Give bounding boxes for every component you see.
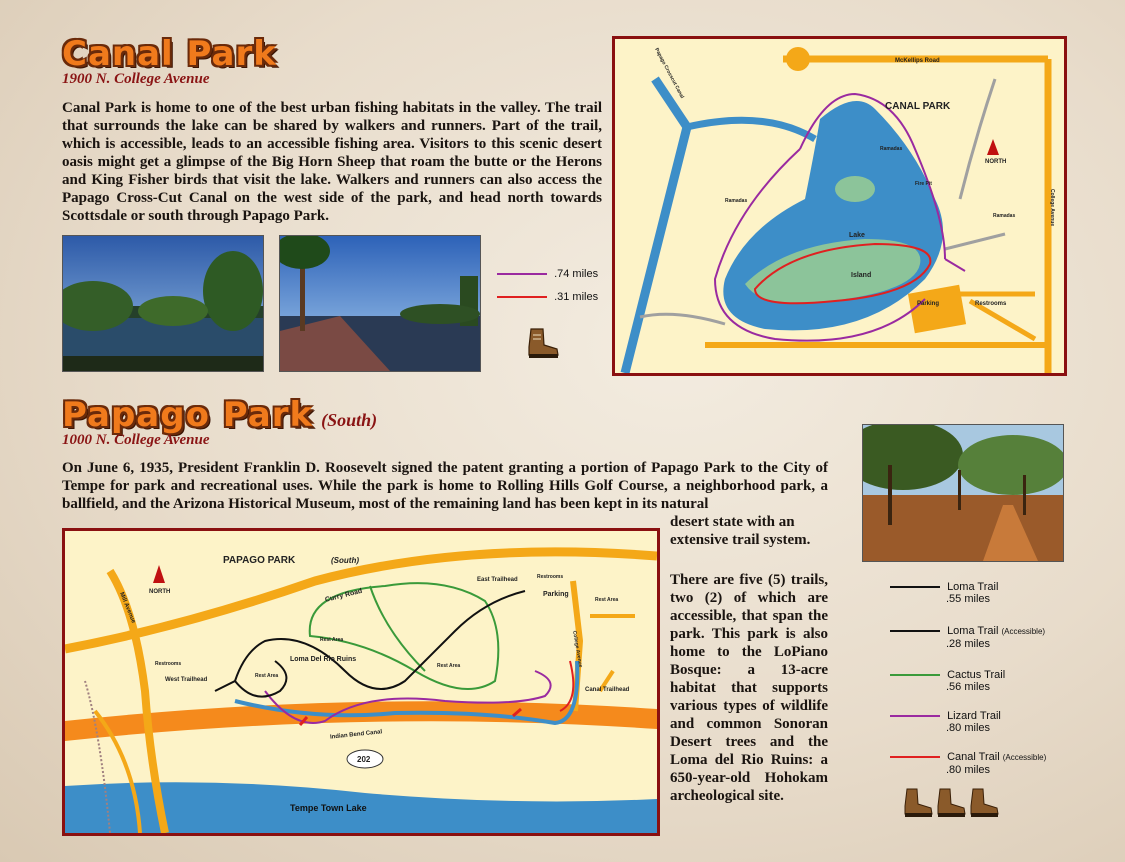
trail-note: (Accessible)	[1002, 753, 1047, 762]
canal-vertical-label: Papago Crosscut Canal	[653, 47, 685, 100]
papago-legend	[890, 581, 1065, 791]
ramada-label: Ramadas	[993, 213, 1016, 219]
mckellips-road-label: McKellips Road	[895, 58, 940, 64]
trail-miles: .55 miles	[946, 593, 991, 605]
ruins-label: Loma Del Rio Ruins	[290, 656, 357, 663]
lake-label: Lake	[849, 232, 865, 239]
fire-pit-label: Fire Pit	[915, 181, 932, 187]
ramada-label: Ramadas	[880, 146, 903, 152]
papago-legend-row	[890, 751, 1065, 791]
hiking-boot-icon	[525, 327, 561, 364]
papago-park-map	[62, 528, 660, 836]
papago-park-subtitle: (South)	[321, 410, 378, 430]
papago-park-address: 1000 N. College Avenue	[62, 432, 210, 448]
papago-legend-row	[890, 669, 1065, 710]
parking-label: Parking	[917, 301, 940, 307]
canal-park-title: Canal Park	[62, 34, 277, 74]
canal-map-title: CANAL PARK	[885, 101, 951, 112]
college-avenue-label: College Avenue	[571, 630, 584, 668]
restrooms-label: Restrooms	[155, 661, 182, 667]
canal-map-north: NORTH	[985, 159, 1007, 165]
trail-name: Canal Trail	[947, 751, 1000, 763]
trail-name: Loma Trail	[947, 625, 999, 637]
canal-park-map	[612, 36, 1067, 376]
restrooms-label: Restrooms	[537, 574, 564, 580]
indian-bend-canal-label: Indian Bend Canal	[329, 729, 383, 741]
mill-avenue-label: Mill Avenue	[118, 591, 137, 625]
trail-miles: .80 miles	[946, 764, 991, 776]
papago-park-description: On June 6, 1935, President Franklin D. Roosevelt signed the patent granting a portion of Papago Park to the City of Tempe for park and recreational uses. While the park is home to Rolling Hills Golf Course, a neighborhood park, a ballfield, and the Arizona Historical Museum, most of the remaining land has been kept in its natural	[62, 460, 828, 512]
canal-legend	[497, 268, 598, 303]
canal-path-photo	[279, 235, 481, 372]
papago-map-title: PAPAGO PARK	[223, 555, 296, 566]
canal-legend-label: .31 miles	[554, 291, 599, 303]
legend-line	[890, 674, 940, 676]
trail-name: Loma Trail	[947, 581, 999, 593]
parking-label: Parking	[543, 591, 569, 598]
trail-name: Cactus Trail	[947, 669, 1006, 681]
trail-miles: .28 miles	[946, 638, 991, 650]
west-trailhead-label: West Trailhead	[165, 677, 208, 683]
curry-road-label: Curry Road	[324, 587, 364, 604]
canal-trailhead-label: Canal Trailhead	[585, 687, 630, 693]
tempe-town-lake-label: Tempe Town Lake	[290, 803, 367, 813]
canal-legend-label: .74 miles	[554, 268, 599, 280]
highway-202-label: 202	[357, 755, 371, 764]
east-trailhead-label: East Trailhead	[477, 577, 518, 583]
hiking-boots-icon	[903, 786, 1003, 825]
rest-area-label: Rest Area	[255, 673, 279, 679]
papago-map-subtitle: (South)	[331, 556, 359, 565]
canal-park-address: 1900 N. College Avenue	[62, 71, 210, 87]
trail-miles: .56 miles	[946, 681, 991, 693]
canal-lake-photo	[62, 235, 264, 372]
papago-park-title: Papago Park	[62, 395, 314, 435]
trail-miles: .80 miles	[946, 722, 991, 734]
rest-area-label: Rest Area	[320, 637, 344, 643]
legend-line	[890, 586, 940, 588]
island-label: Island	[851, 272, 872, 279]
canal-legend-row	[497, 291, 598, 303]
rest-area-label: Rest Area	[595, 597, 619, 603]
legend-line	[890, 756, 940, 758]
trail-name: Lizard Trail	[947, 710, 1001, 722]
legend-line	[497, 273, 547, 275]
canal-legend-row	[497, 268, 598, 280]
ramada-label: Ramadas	[725, 198, 748, 204]
rest-area-label: Rest Area	[437, 663, 461, 669]
lopiano-bosque-photo	[862, 424, 1064, 562]
canal-park-description: Canal Park is home to one of the best urban fishing habitats in the valley. The trail that surrounds the lake can be shared by walkers and runners. Part of the trail, which is accessible, leads to an accessible fishing area. Visitors to this scenic desert oasis might get a glimpse of the Big Horn Sheep that roam the butte or the Herons and King Fisher birds that visit the lake. Walkers and runners can also access the Papago Cross-Cut Canal on the west side of the park, and head north towards Scottsdale or south through Papago Park.	[62, 100, 602, 224]
restrooms-label: Restrooms	[975, 301, 1007, 307]
college-avenue-label: College Avenue	[1049, 189, 1055, 227]
papago-trails-description: There are five (5) trails, two (2) of which are accessible, that span the park. This park is also home to the LoPiano Bosque: a 13-acre habitat that supports various types of wildlife and common Sonoran Desert trees and the Loma del Rio Ruins: a 650-year-old Hohokam archeological site.	[670, 572, 828, 804]
legend-line	[890, 630, 940, 632]
papago-legend-row	[890, 710, 1065, 751]
legend-line	[890, 715, 940, 717]
trail-note: (Accessible)	[1001, 627, 1046, 636]
papago-legend-row	[890, 625, 1065, 669]
papago-park-heading	[62, 395, 377, 435]
papago-park-description-cont: desert state with an extensive trail system.	[670, 514, 811, 548]
papago-map-north: NORTH	[149, 589, 171, 595]
papago-legend-row	[890, 581, 1065, 625]
legend-line	[497, 296, 547, 298]
